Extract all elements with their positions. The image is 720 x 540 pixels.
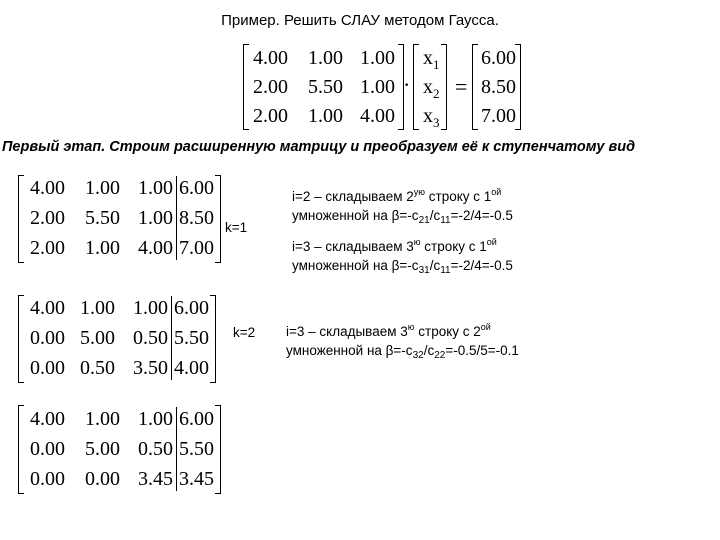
matrix-cell: 8.50 xyxy=(179,207,214,229)
matrix-cell: 0.50 xyxy=(138,438,173,460)
matrix-cell: 2.00 xyxy=(253,76,288,98)
k-label: k=2 xyxy=(233,325,256,340)
rhs-cell: 7.00 xyxy=(481,105,516,127)
matrix-cell: 0.00 xyxy=(30,327,65,349)
matrix-bracket-right xyxy=(215,405,221,494)
vector-bracket-left xyxy=(413,44,419,130)
matrix-cell: 0.00 xyxy=(30,468,65,490)
matrix-cell: 1.00 xyxy=(85,237,120,259)
matrix-cell: 3.45 xyxy=(179,468,214,490)
rhs-bracket-right xyxy=(515,44,521,130)
matrix-cell: 6.00 xyxy=(174,297,209,319)
matrix-cell: 5.50 xyxy=(174,327,209,349)
matrix-cell: 6.00 xyxy=(179,177,214,199)
matrix-cell: 1.00 xyxy=(138,408,173,430)
step-note-line: i=2 – складываем $2^{ую}$ строку с $1^{ой}$ xyxy=(292,187,502,204)
matrix-cell: 2.00 xyxy=(30,207,65,229)
matrix-cell: 4.00 xyxy=(253,47,288,69)
matrix-cell: 1.00 xyxy=(80,297,115,319)
matrix-cell: 2.00 xyxy=(253,105,288,127)
matrix-cell: 4.00 xyxy=(30,177,65,199)
matrix-cell: 0.00 xyxy=(30,357,65,379)
step-note-line: умноженной на $\beta=-c_{31}/c_{11}=-2/4=-0.5$ xyxy=(292,258,513,276)
step-note-line: умноженной на $\beta=-c_{21}/c_{11}=-2/4=-0.5$ xyxy=(292,208,513,226)
step-note-1 xyxy=(292,183,513,230)
unknown-x1: $x_1$ xyxy=(423,47,440,72)
stage-heading: Первый этап. Строим расширенную матрицу и преобразуем её к ступенчатому вид xyxy=(2,139,636,155)
matrix-cell: 1.00 xyxy=(138,207,173,229)
matrix-cell: 5.00 xyxy=(85,438,120,460)
step-note-3 xyxy=(286,318,519,365)
matrix-cell: 5.00 xyxy=(80,327,115,349)
matrix-cell: 4.00 xyxy=(30,297,65,319)
matrix-cell: 3.45 xyxy=(138,468,173,490)
rhs-cell: 6.00 xyxy=(481,47,516,69)
matrix-cell: 3.50 xyxy=(133,357,168,379)
matrix-cell: 4.00 xyxy=(30,408,65,430)
augment-divider xyxy=(176,407,177,491)
matrix-cell: 0.00 xyxy=(85,468,120,490)
step-note-2 xyxy=(292,233,513,280)
matrix-cell: 5.50 xyxy=(179,438,214,460)
matrix-bracket-left xyxy=(18,405,24,494)
matrix-cell: 4.00 xyxy=(174,357,209,379)
unknown-x3: $x_3$ xyxy=(423,105,440,130)
multiply-dot: · xyxy=(403,72,411,97)
matrix-cell: 4.00 xyxy=(360,105,395,127)
matrix-cell: 1.00 xyxy=(308,47,343,69)
step-note-line: i=3 – складываем $3^ю$ строку с $1^{ой}$ xyxy=(292,237,497,254)
matrix-cell: 1.00 xyxy=(85,408,120,430)
matrix-cell: 1.00 xyxy=(133,297,168,319)
matrix-cell: 1.00 xyxy=(360,47,395,69)
matrix-cell: 1.00 xyxy=(85,177,120,199)
matrix-cell: 7.00 xyxy=(179,237,214,259)
matrix-cell: 0.50 xyxy=(80,357,115,379)
matrix-cell: 0.50 xyxy=(133,327,168,349)
vector-bracket-right xyxy=(441,44,447,130)
matrix-cell: 4.00 xyxy=(138,237,173,259)
matrix-cell: 5.50 xyxy=(85,207,120,229)
augmented-matrix-3 xyxy=(0,0,280,500)
rhs-bracket-left xyxy=(472,44,478,130)
unknown-x2: $x_2$ xyxy=(423,76,440,101)
matrix-cell: 1.00 xyxy=(360,76,395,98)
matrix-cell: 6.00 xyxy=(179,408,214,430)
step-note-line: i=3 – складываем $3^ю$ строку с $2^{ой}$ xyxy=(286,322,491,339)
equals-sign: = xyxy=(455,74,468,99)
matrix-cell: 0.00 xyxy=(30,438,65,460)
step-note-line: умноженной на $\beta=-c_{32}/c_{22}=-0.5/5=-0.1$ xyxy=(286,343,519,361)
k-label: k=1 xyxy=(225,220,248,235)
matrix-cell: 1.00 xyxy=(308,105,343,127)
rhs-cell: 8.50 xyxy=(481,76,516,98)
matrix-cell: 1.00 xyxy=(138,177,173,199)
matrix-cell: 2.00 xyxy=(30,237,65,259)
matrix-cell: 5.50 xyxy=(308,76,343,98)
page-title: Пример. Решить СЛАУ методом Гаусса. xyxy=(221,12,499,29)
